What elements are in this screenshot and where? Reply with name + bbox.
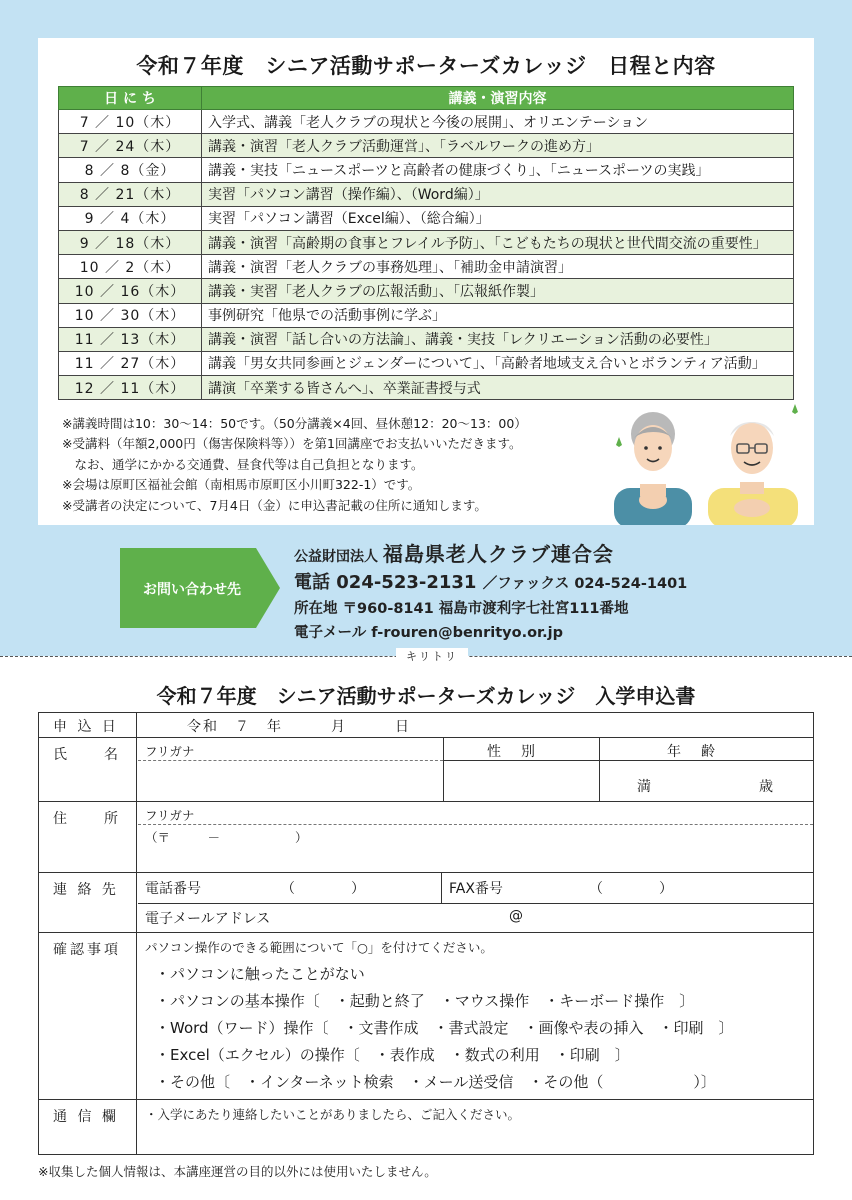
comments-field[interactable] [145, 1124, 805, 1152]
contact-org [294, 538, 687, 567]
apply-date-label: 申 込 日 [39, 713, 137, 737]
row-comments [39, 1100, 813, 1154]
address-label: 住 所 [39, 802, 137, 872]
table-row [59, 327, 794, 351]
tel-number: 電話 024-523-2131 [294, 572, 477, 593]
row-date: 10 ／ 2（木） [59, 255, 202, 279]
row-date: 11 ／ 13（木） [59, 327, 202, 351]
table-row [59, 110, 794, 134]
row-content: 事例研究「他県での活動事例に学ぶ」 [202, 303, 794, 327]
header-date: 日 に ち [59, 87, 202, 110]
row-content: 講義・演習「話し合いの方法論」、講義・実技「レクリエーション活動の必要性」 [202, 327, 794, 351]
table-row [59, 255, 794, 279]
comments-hint: ・入学にあたり連絡したいことがありましたら、ご記入ください。 [145, 1107, 521, 1122]
row-date: 11 ／ 27（木） [59, 351, 202, 375]
org-prefix: 公益財団法人 [294, 549, 378, 565]
contact-row-label: 連 絡 先 [39, 873, 137, 932]
address-furigana-divider [138, 824, 813, 825]
row-content: 実習「パソコン講習（Excel編）、（総合編）」 [202, 206, 794, 230]
row-content: 講義「男女共同参画とジェンダーについて」、「高齢者地域支え合いとボランティア活動」 [202, 351, 794, 375]
table-row [59, 182, 794, 206]
row-content: 講演「卒業する皆さんへ」、卒業証書授与式 [202, 376, 794, 400]
age-unit: 歳 [759, 779, 773, 795]
note-line: ※受講者の決定について、7月4日（金）に申込書記載の住所に通知します。 [62, 497, 487, 513]
schedule-header-row [59, 87, 794, 110]
seniors-illustration [604, 400, 804, 525]
row-content: 講義・演習「高齢期の食事とフレイル予防」、「こどもたちの現状と世代間交流の重要性」 [202, 230, 794, 254]
fax-field[interactable]: （ ） [589, 881, 673, 897]
contact-email: 電子メール f-rouren@benrityo.or.jp [294, 625, 563, 641]
cut-label: キリトリ [396, 648, 468, 664]
name-label: 氏 名 [39, 738, 137, 801]
name-divider [443, 738, 444, 801]
row-content: 講義・演習「老人クラブ活動運営」、「ラベルワークの進め方」 [202, 134, 794, 158]
row-date: 10 ／ 16（木） [59, 279, 202, 303]
apply-date-value[interactable]: 令和 ７ 年 月 日 [187, 719, 411, 735]
age-label: 年 齢 [667, 744, 718, 760]
row-contact [39, 873, 813, 933]
table-row [59, 351, 794, 375]
confirm-item[interactable]: ・Excel（エクセル）の操作〔 ・表作成 ・数式の利用 ・印刷 〕 [155, 1046, 630, 1064]
confirm-item[interactable]: ・パソコンの基本操作〔 ・起動と終了 ・マウス操作 ・キーボード操作 〕 [155, 992, 695, 1010]
table-row [59, 230, 794, 254]
fax-number: ／ファックス 024-524-1401 [482, 576, 688, 592]
gender-label: 性 別 [487, 744, 538, 760]
row-date: 9 ／ 18（木） [59, 230, 202, 254]
email-field[interactable]: @ [509, 908, 523, 924]
gender-field[interactable] [445, 764, 597, 800]
contact-address: 所在地 〒960-8141 福島市渡利字七社宮111番地 [294, 601, 629, 617]
age-full: 満 [637, 779, 651, 795]
note-line: ※講義時間は10：30〜14：50です。（50分講義×4回、昼休憩12：20〜13：00） [62, 416, 527, 431]
note-line: ※受講料（年額2,000円（傷害保険料等））を第1回講座でお支払いいただきます。 [62, 436, 522, 452]
furigana-divider [138, 760, 443, 761]
name-field[interactable] [145, 764, 441, 800]
row-date: 12 ／ 11（木） [59, 376, 202, 400]
row-apply-date [39, 713, 813, 738]
row-date: 8 ／ 21（木） [59, 182, 202, 206]
contact-info [294, 538, 687, 642]
row-address [39, 802, 813, 873]
name-furigana: フリガナ [145, 744, 195, 759]
gender-age-divider [599, 738, 600, 801]
schedule-table [58, 86, 794, 400]
application-form [38, 712, 814, 1155]
phone-fax-divider [441, 873, 442, 903]
table-row [59, 303, 794, 327]
contact-label: お問い合わせ先 [143, 582, 241, 598]
comments-label: 通 信 欄 [39, 1100, 137, 1154]
contact-divider [138, 903, 813, 904]
header-content: 講義・演習内容 [202, 87, 794, 110]
row-date: 7 ／ 10（木） [59, 110, 202, 134]
table-row [59, 206, 794, 230]
schedule-title: 令和７年度 シニア活動サポーターズカレッジ 日程と内容 [136, 54, 716, 78]
contact-tel [294, 568, 687, 594]
note-line: なお、通学にかかる交通費、昼食代等は自己負担となります。 [62, 456, 424, 472]
table-row [59, 158, 794, 182]
row-content: 講義・実習「老人クラブの広報活動」、「広報紙作製」 [202, 279, 794, 303]
row-content: 入学式、講義「老人クラブの現状と今後の展開」、オリエンテーション [202, 110, 794, 134]
row-content: 講義・演習「老人クラブの事務処理」、「補助金申請演習」 [202, 255, 794, 279]
confirm-item[interactable]: ・パソコンに触ったことがない [155, 965, 365, 983]
row-date: 9 ／ 4（木） [59, 206, 202, 230]
address-furigana: フリガナ [145, 808, 195, 823]
table-row [59, 279, 794, 303]
age-divider [599, 760, 813, 761]
age-field[interactable] [677, 768, 757, 798]
fax-label: FAX番号 [449, 881, 503, 897]
privacy-footnote: ※収集した個人情報は、本講座運営の目的以外には使用いたしません。 [38, 1164, 437, 1179]
row-date: 8 ／ 8（金） [59, 158, 202, 182]
confirm-item[interactable]: ・Word（ワード）操作〔 ・文書作成 ・書式設定 ・画像や表の挿入 ・印刷 〕 [155, 1019, 734, 1037]
row-content: 講義・実技「ニュースポーツと高齢者の健康づくり」、「ニュースポーツの実践」 [202, 158, 794, 182]
confirm-item[interactable]: ・その他〔 ・インターネット検索 ・メール送受信 ・その他（ ）〕 [155, 1073, 716, 1091]
schedule-notes [62, 414, 527, 516]
row-confirm [39, 933, 813, 1100]
row-name [39, 738, 813, 802]
org-name: 福島県老人クラブ連合会 [382, 542, 614, 566]
email-label: 電子メールアドレス [145, 911, 271, 927]
note-line: ※会場は原町区福祉会館（南相馬市原町区小川町322-1）です。 [62, 477, 421, 493]
phone-label: 電話番号 [145, 881, 201, 897]
phone-field[interactable]: （ ） [281, 881, 365, 897]
confirm-intro: パソコン操作のできる範囲について「○」を付けてください。 [145, 940, 493, 955]
row-date: 10 ／ 30（木） [59, 303, 202, 327]
gender-divider [443, 760, 599, 761]
table-row [59, 134, 794, 158]
confirm-label: 確認事項 [39, 933, 137, 1099]
application-title: 令和７年度 シニア活動サポーターズカレッジ 入学申込書 [156, 684, 696, 708]
postal-code[interactable]: （〒 － ） [145, 830, 308, 845]
row-content: 実習「パソコン講習（操作編）、（Word編）」 [202, 182, 794, 206]
row-date: 7 ／ 24（木） [59, 134, 202, 158]
schedule-card [38, 38, 814, 525]
table-row [59, 376, 794, 400]
